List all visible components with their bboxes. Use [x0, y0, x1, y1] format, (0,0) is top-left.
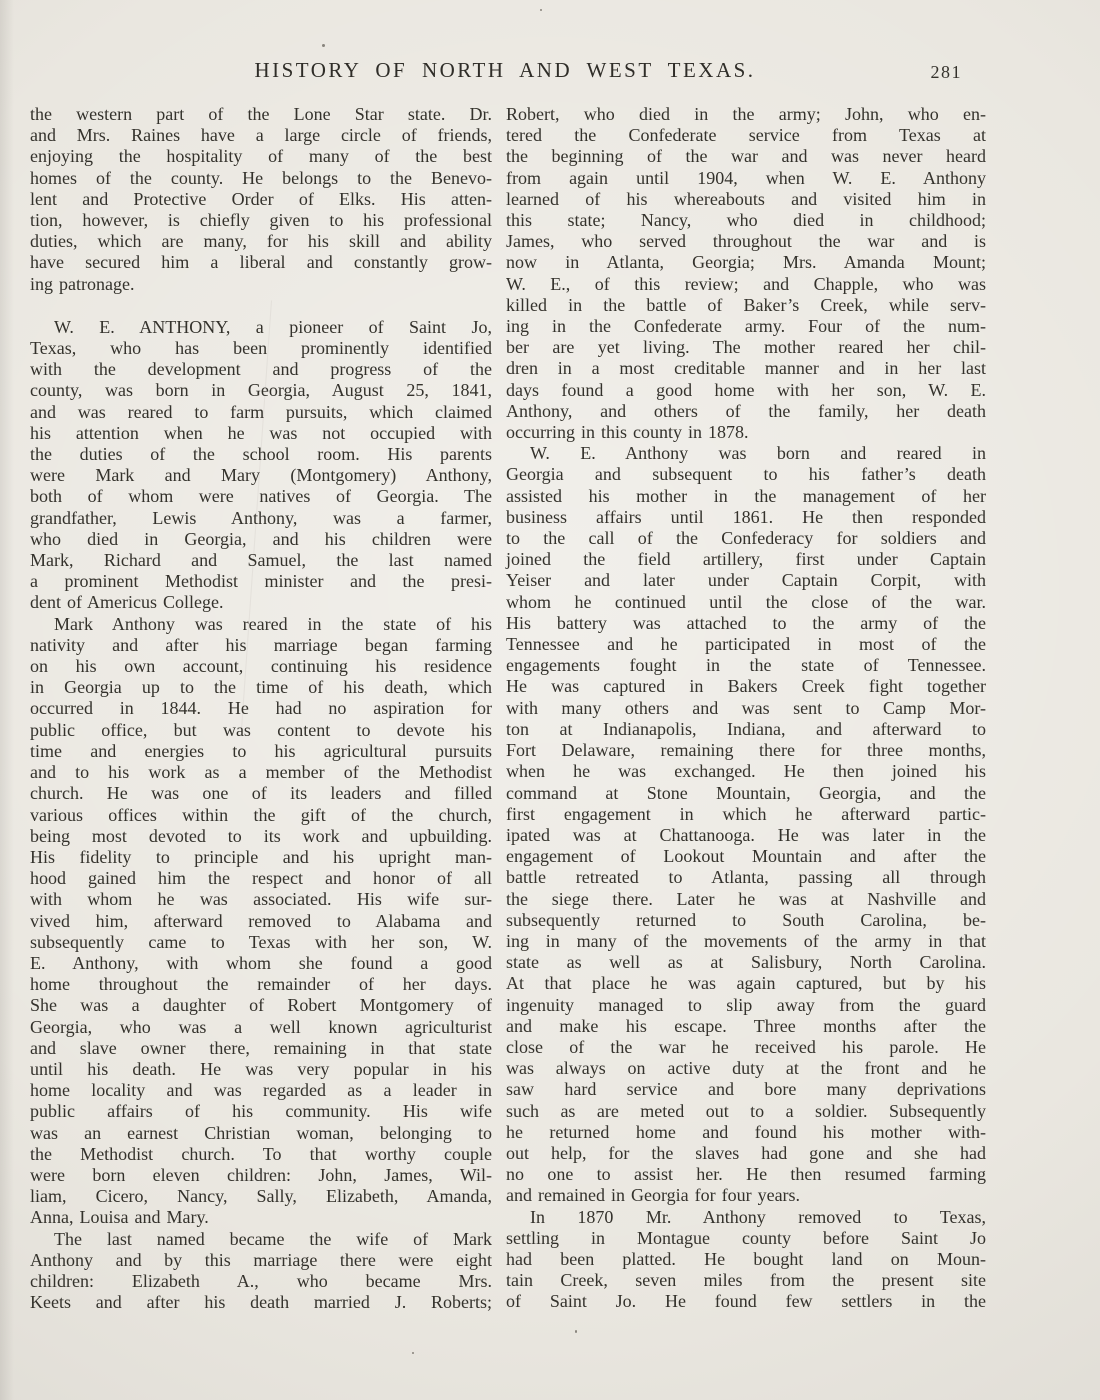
- text-line: state as well as at Salisbury, North Carolina.: [506, 952, 986, 973]
- text-line: a prominent Methodist minister and the presi-: [30, 571, 492, 592]
- text-line: public office, but was content to devote his: [30, 719, 492, 740]
- right-text-column: [506, 104, 986, 1313]
- text-line: grandfather, Lewis Anthony, was a farmer,: [30, 507, 492, 528]
- text-line: and was reared to farm pursuits, which claimed: [30, 401, 492, 422]
- text-line: dent of Americus College.: [30, 592, 224, 613]
- text-line: She was a daughter of Robert Montgomery of: [30, 995, 492, 1016]
- text-line: tain Creek, seven miles from the present site: [506, 1270, 986, 1291]
- text-line: business affairs until 1861. He then responded: [506, 506, 986, 527]
- text-line: church. He was one of its leaders and filled: [30, 783, 492, 804]
- text-line: home locality and was regarded as a leader in: [30, 1080, 492, 1101]
- text-line: W. E., of this review; and Chapple, who was: [506, 273, 986, 294]
- scan-speck: [322, 44, 325, 47]
- text-line: now in Atlanta, Georgia; Mrs. Amanda Mount;: [506, 252, 986, 273]
- text-line: in Georgia up to the time of his death, which: [30, 677, 492, 698]
- text-line: his attention when he was not occupied with: [30, 422, 492, 443]
- text-line: dren in a most creditable manner and in her last: [506, 358, 986, 379]
- page-header-title: HISTORY OF NORTH AND WEST TEXAS.: [254, 58, 756, 82]
- text-line: with whom he was associated. His wife sur-: [30, 889, 492, 910]
- paragraph: [30, 317, 492, 614]
- text-line: killed in the battle of Baker’s Creek, while serv-: [506, 294, 986, 315]
- text-line: home throughout the remainder of her days.: [30, 974, 492, 995]
- text-line: ber are yet living. The mother reared her chil-: [506, 337, 986, 358]
- text-line: the western part of the Lone Star state. Dr.: [30, 104, 492, 124]
- text-line: Georgia and subsequent to his father’s death: [506, 464, 986, 485]
- scan-speck: [540, 9, 542, 11]
- text-line: from again until 1904, when W. E. Anthony: [506, 167, 986, 188]
- text-line: His battery was attached to the army of the: [506, 612, 986, 633]
- text-line: Fort Delaware, remaining there for three months,: [506, 740, 986, 761]
- text-line: settling in Montague county before Saint Jo: [506, 1227, 986, 1248]
- left-text-column: [30, 104, 492, 1313]
- text-line: no one to assist her. He then resumed farming: [506, 1164, 986, 1185]
- text-line: engagements fought in the state of Tennessee.: [506, 655, 986, 676]
- paragraph: [506, 443, 986, 1206]
- text-line: children: Elizabeth A., who became Mrs.: [30, 1270, 492, 1291]
- text-line: ing in the Confederate army. Four of the num-: [506, 316, 986, 337]
- text-line: with many others and was sent to Camp Mor-: [506, 697, 986, 718]
- text-line: with the development and progress of the: [30, 359, 492, 380]
- text-line: were Mark and Mary (Montgomery) Anthony,: [30, 465, 492, 486]
- paragraph: [30, 1229, 492, 1314]
- text-line: ing in many of the movements of the army in that: [506, 930, 986, 951]
- text-line: various offices within the gift of the church,: [30, 804, 492, 825]
- text-line: nativity and after his marriage began farming: [30, 634, 492, 655]
- text-line: time and energies to his agricultural pursuits: [30, 740, 492, 761]
- paragraph: [30, 104, 492, 295]
- paragraph: [506, 1207, 986, 1313]
- text-line: He was captured in Bakers Creek fight together: [506, 676, 986, 697]
- text-line: W. E. Anthony was born and reared in: [530, 443, 986, 464]
- text-line: were born eleven children: John, James, Wil-: [30, 1164, 492, 1185]
- text-line: tion, however, is chiefly given to his professional: [30, 210, 492, 231]
- text-line: homes of the county. He belongs to the Benevo-: [30, 167, 492, 188]
- text-line: lent and Protective Order of Elks. His atten-: [30, 188, 492, 209]
- text-line: assisted his mother in the management of her: [506, 485, 986, 506]
- text-line: first engagement in which he afterward partic-: [506, 803, 986, 824]
- text-line: and Mrs. Raines have a large circle of friends,: [30, 125, 492, 146]
- text-line: was an earnest Christian woman, belonging to: [30, 1122, 492, 1143]
- text-line: liam, Cicero, Nancy, Sally, Elizabeth, Amanda,: [30, 1186, 492, 1207]
- text-line: occurred in 1844. He had no aspiration for: [30, 698, 492, 719]
- text-line: Robert, who died in the army; John, who en-: [506, 104, 986, 124]
- text-line: when he was exchanged. He then joined his: [506, 761, 986, 782]
- text-columns: [30, 104, 986, 1313]
- text-line: Anthony and by this marriage there were eight: [30, 1249, 492, 1270]
- text-line: of Saint Jo. He found few settlers in the: [506, 1291, 986, 1312]
- text-line: command at Stone Mountain, Georgia, and the: [506, 782, 986, 803]
- text-line: duties, which are many, for his skill and ability: [30, 231, 492, 252]
- text-line: whom he continued until the close of the war.: [506, 591, 986, 612]
- text-line: and make his escape. Three months after the: [506, 1015, 986, 1036]
- paragraph: [506, 104, 986, 443]
- text-line: being most devoted to its work and upbuilding.: [30, 825, 492, 846]
- scan-speck: [575, 1330, 577, 1333]
- paragraph: [30, 614, 492, 1229]
- text-line: to the call of the Confederacy for soldiers and: [506, 528, 986, 549]
- text-line: subsequently returned to South Carolina, be-: [506, 909, 986, 930]
- text-line: on his own account, continuing his residence: [30, 656, 492, 677]
- text-line: tered the Confederate service from Texas at: [506, 125, 986, 146]
- text-line: Keets and after his death married J. Roberts;: [30, 1292, 492, 1313]
- text-line: E. Anthony, with whom she found a good: [30, 952, 492, 973]
- text-line: ing patronage.: [30, 273, 135, 294]
- text-line: both of whom were natives of Georgia. The: [30, 486, 492, 507]
- page-number: 281: [930, 62, 962, 82]
- text-line: At that place he was again captured, but by his: [506, 973, 986, 994]
- text-line: have secured him a liberal and constantly grow-: [30, 252, 492, 273]
- text-line: ingenuity managed to slip away from the guard: [506, 994, 986, 1015]
- text-line: battle retreated to Atlanta, passing all through: [506, 867, 986, 888]
- text-line: Mark Anthony was reared in the state of his: [54, 613, 492, 634]
- text-line: ipated was at Chattanooga. He was later in the: [506, 824, 986, 845]
- text-line: the duties of the school room. His parents: [30, 444, 492, 465]
- text-line: the beginning of the war and was never heard: [506, 146, 986, 167]
- text-line: engagement of Lookout Mountain and after the: [506, 846, 986, 867]
- text-line: saw hard service and bore many deprivations: [506, 1079, 986, 1100]
- text-line: Georgia, who was a well known agriculturist: [30, 1016, 492, 1037]
- text-line: close of the war he received his parole. He: [506, 1036, 986, 1057]
- text-line: he returned home and found his mother with-: [506, 1121, 986, 1142]
- text-line: Tennessee and he participated in most of the: [506, 634, 986, 655]
- text-line: Anthony, and others of the family, her death: [506, 400, 986, 421]
- text-line: Anna, Louisa and Mary.: [30, 1207, 209, 1228]
- text-line: had been platted. He bought land on Moun-: [506, 1248, 986, 1269]
- text-line: and to his work as a member of the Methodist: [30, 762, 492, 783]
- text-line: hood gained him the respect and honor of all: [30, 868, 492, 889]
- text-line: Mark, Richard and Samuel, the last named: [30, 550, 492, 571]
- text-line: enjoying the hospitality of many of the best: [30, 146, 492, 167]
- text-line: ton at Indianapolis, Indiana, and afterward to: [506, 718, 986, 739]
- text-line: such as are meted out to a soldier. Subsequently: [506, 1100, 986, 1121]
- text-line: was always on active duty at the front and he: [506, 1058, 986, 1079]
- text-line: His fidelity to principle and his upright man-: [30, 846, 492, 867]
- text-line: the siege there. Later he was at Nashville and: [506, 888, 986, 909]
- text-line: who died in Georgia, and his children were: [30, 528, 492, 549]
- text-line: In 1870 Mr. Anthony removed to Texas,: [530, 1206, 986, 1227]
- text-line: out help, for the slaves had gone and she had: [506, 1142, 986, 1163]
- scan-speck: [412, 1352, 414, 1354]
- text-line: W. E. ANTHONY, a pioneer of Saint Jo,: [54, 316, 492, 337]
- text-line: James, who served throughout the war and is: [506, 231, 986, 252]
- text-line: until his death. He was very popular in his: [30, 1058, 492, 1079]
- text-line: learned of his whereabouts and visited him in: [506, 188, 986, 209]
- text-line: The last named became the wife of Mark: [54, 1228, 492, 1249]
- text-line: vived him, afterward removed to Alabama and: [30, 910, 492, 931]
- text-line: subsequently came to Texas with her son, W.: [30, 931, 492, 952]
- text-line: county, was born in Georgia, August 25, 1841,: [30, 380, 492, 401]
- text-line: this state; Nancy, who died in childhood;: [506, 210, 986, 231]
- text-line: Yeiser and later under Captain Corpit, with: [506, 570, 986, 591]
- text-line: joined the field artillery, first under Captain: [506, 549, 986, 570]
- text-line: public affairs of his community. His wife: [30, 1101, 492, 1122]
- text-line: and slave owner there, remaining in that state: [30, 1037, 492, 1058]
- text-line: the Methodist church. To that worthy couple: [30, 1143, 492, 1164]
- text-line: and remained in Georgia for four years.: [506, 1185, 801, 1206]
- text-line: occurring in this county in 1878.: [506, 422, 749, 443]
- text-line: Texas, who has been prominently identified: [30, 338, 492, 359]
- text-line: days found a good home with her son, W. E.: [506, 379, 986, 400]
